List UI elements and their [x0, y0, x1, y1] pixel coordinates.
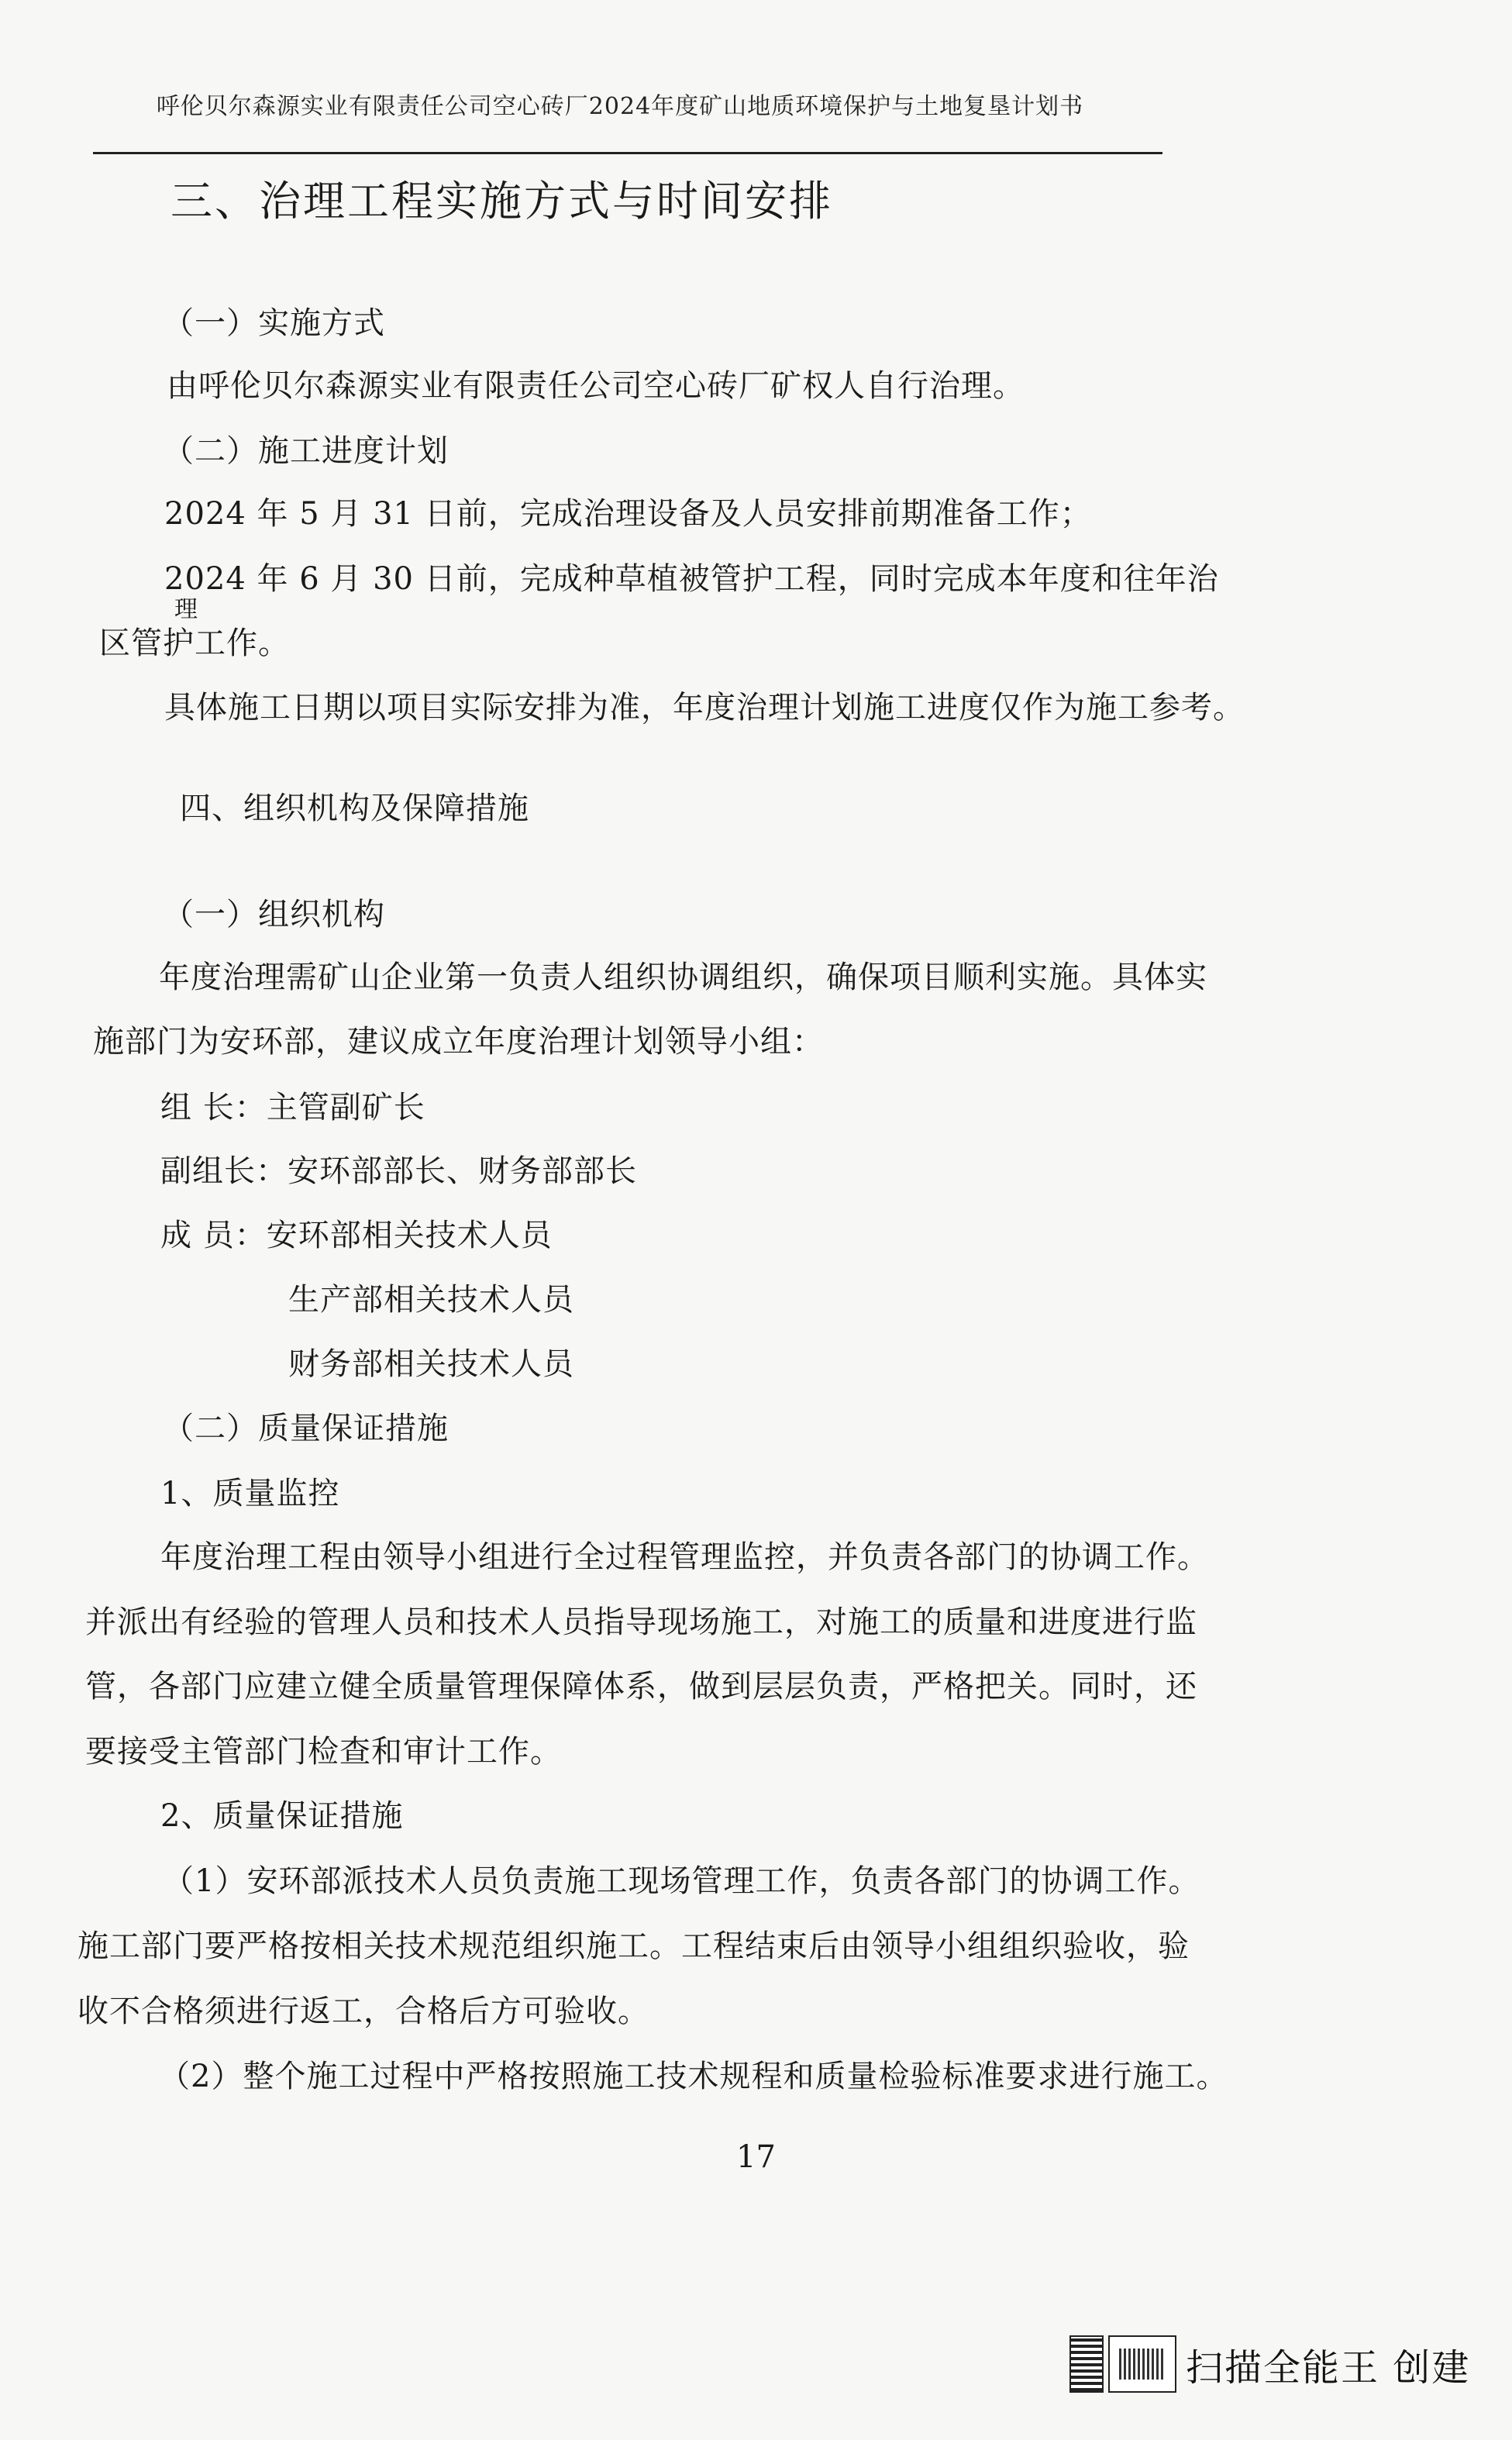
running-header: 呼伦贝尔森源实业有限责任公司空心砖厂2024年度矿山地质环境保护与土地复垦计划书 — [156, 93, 1084, 120]
watermark-text: 扫描全能王 创建 — [1186, 2345, 1471, 2390]
quality-monitor-line3: 管，各部门应建立健全质量管理保障体系，做到层层负责，严格把关。同时，还 — [85, 1669, 1197, 1704]
section-4-title: 四、组织机构及保障措施 — [180, 791, 529, 826]
qr-code-icon — [1069, 2335, 1104, 2393]
plan-item-2-overprint: 理 — [174, 596, 198, 623]
schedule-note: 具体施工日期以项目实际安排为准，年度治理计划施工进度仅作为施工参考。 — [164, 690, 1245, 725]
quality-monitor-line4: 要接受主管部门检查和审计工作。 — [85, 1734, 562, 1770]
scanner-watermark — [1069, 2333, 1470, 2395]
org-paragraph-line2: 施部门为安环部，建议成立年度治理计划领导小组： — [93, 1024, 824, 1060]
deputy-leader-line: 副组长：安环部部长、财务部部长 — [160, 1153, 637, 1189]
scanner-logo-icon — [1108, 2335, 1176, 2393]
section-4-sub2-title: （二）质量保证措施 — [163, 1411, 449, 1446]
section-3-title: 三、治理工程实施方式与时间安排 — [170, 177, 833, 226]
plan-item-2-line2: 区管护工作。 — [99, 626, 290, 661]
header-rule — [93, 152, 1162, 154]
section-4-sub1-title: （一）组织机构 — [163, 897, 385, 932]
leader-line: 组 长：主管副矿长 — [160, 1090, 425, 1125]
assurance-item-1-line2: 施工部门要严格按相关技术规范组织施工。工程结束后由领导小组组织验收，验 — [77, 1928, 1190, 1964]
quality-monitor-line2: 并派出有经验的管理人员和技术人员指导现场施工，对施工的质量和进度进行监 — [85, 1604, 1197, 1640]
members-line: 成 员：安环部相关技术人员 — [160, 1218, 553, 1253]
org-paragraph-line1: 年度治理需矿山企业第一负责人组织协调组织，确保项目顺利实施。具体实 — [159, 960, 1207, 995]
plan-item-1: 2024 年 5 月 31 日前，完成治理设备及人员安排前期准备工作； — [164, 496, 1092, 532]
quality-monitor-title: 1、质量监控 — [160, 1476, 340, 1511]
assurance-item-2: （2）整个施工过程中严格按照施工技术规程和质量检验标准要求进行施工。 — [159, 2059, 1228, 2094]
quality-monitor-line1: 年度治理工程由领导小组进行全过程管理监控，并负责各部门的协调工作。 — [160, 1539, 1209, 1575]
quality-assurance-title: 2、质量保证措施 — [160, 1798, 404, 1834]
section-3-sub1-title: （一）实施方式 — [163, 305, 385, 341]
section-3-sub2-title: （二）施工进度计划 — [163, 433, 449, 469]
plan-item-2-line1: 2024 年 6 月 30 日前，完成种草植被管护工程，同时完成本年度和往年治 — [164, 561, 1219, 597]
assurance-item-1-line3: 收不合格须进行返工，合格后方可验收。 — [77, 1994, 649, 2029]
member-finance: 财务部相关技术人员 — [288, 1346, 574, 1382]
assurance-item-1-line1: （1）安环部派技术人员负责施工现场管理工作，负责各部门的协调工作。 — [163, 1863, 1200, 1899]
member-production: 生产部相关技术人员 — [288, 1282, 574, 1318]
page-number: 17 — [736, 2139, 776, 2175]
section-3-sub1-text: 由呼伦贝尔森源实业有限责任公司空心砖厂矿权人自行治理。 — [167, 368, 1025, 404]
